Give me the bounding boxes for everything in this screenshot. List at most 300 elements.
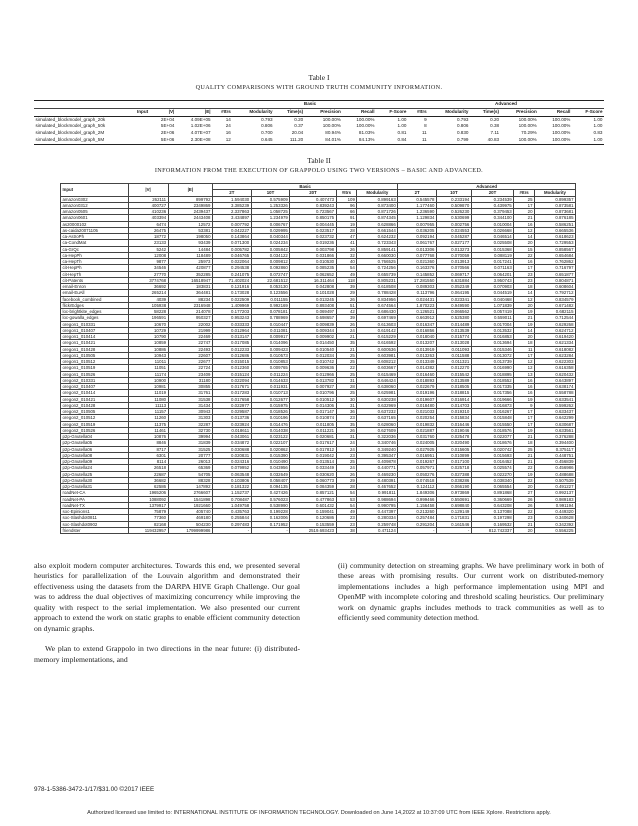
table-cell: 0.181322 (212, 484, 251, 490)
table1-column-header: Precision (305, 108, 343, 116)
table-cell: 0.015834 (436, 415, 471, 421)
table1-column-header: F-Score (376, 108, 408, 116)
table-cell: 109 (336, 196, 357, 202)
table-cell: 0.024553 (436, 227, 471, 233)
table-cell: 0.859141 (357, 246, 398, 252)
table-cell: 119432957 (128, 527, 168, 533)
table-cell: 19 (514, 427, 535, 433)
table-cell: 0.145852 (398, 271, 437, 277)
table-cell: 0.628866 (357, 221, 398, 227)
table-cell: 0.057419 (471, 309, 513, 315)
table2-subcolumn-header: Modularity (535, 190, 576, 196)
table-cell: 0.153559 (290, 521, 336, 527)
table-cell: 0.018895 (471, 371, 513, 377)
table-cell: 0.507539 (535, 477, 576, 483)
table-cell: roadNet-CA (61, 490, 129, 496)
table-cell: 0.012966 (290, 371, 336, 377)
table-cell: 10886 (128, 346, 168, 352)
table-cell: 22724 (168, 365, 212, 371)
table-cell: 0.20 (294, 116, 304, 122)
table-cell: 0.013694 (471, 340, 513, 346)
table-cell: 469180 (168, 515, 212, 521)
table-cell: 0.630238 (357, 396, 398, 402)
table-cell: 0.017100 (436, 459, 471, 465)
table-cell: 88328 (168, 477, 212, 483)
table-cell: 0.020831 (212, 452, 251, 458)
table-cell: 27 (514, 490, 535, 496)
table-cell: 0.089303 (398, 284, 437, 290)
table-cell: 0.018893 (398, 377, 437, 383)
table-cell: 0.015368 (471, 246, 513, 252)
table-cell: 0.014038 (251, 427, 290, 433)
table-cell: 23 (336, 515, 357, 521)
table-cell: 0.031760 (398, 434, 437, 440)
table-cell: 0.024316 (212, 459, 251, 465)
table-cell: 0.159041 (290, 509, 336, 515)
table-cell: 35 (336, 340, 357, 346)
table-cell: 410236 (128, 209, 168, 215)
table-cell: 0.013245 (290, 296, 336, 302)
table-cell: 0.016990 (471, 365, 513, 371)
table-cell: 1.870223 (398, 302, 437, 308)
table-cell: 198050 (168, 234, 212, 240)
table-cell: 0.071300 (212, 240, 251, 246)
table-cell: 0.017335 (471, 384, 513, 390)
table-cell: 0.723343 (357, 240, 398, 246)
table1-title: QUALITY COMPARISONS WITH GROUND TRUTH COMMUNITY INFORMATION. (195, 84, 443, 91)
table-cell: 0.126521 (398, 309, 437, 315)
table-cell: 0.806 (261, 123, 273, 129)
table-cell: ca-GrQc (61, 246, 129, 252)
table-cell: 12008 (128, 252, 168, 258)
left-text-column (34, 561, 300, 665)
table-cell: 0.857121 (290, 490, 336, 496)
table1-column-header: Modularity (232, 108, 274, 116)
table-cell: 0.615229 (357, 334, 398, 340)
table-cell: 0.834579 (535, 296, 576, 302)
table-cell: 0.053130 (251, 284, 290, 290)
table-cell: 400727 (128, 202, 168, 208)
table-cell: 11113 (128, 402, 168, 408)
table-cell: 14 (514, 327, 535, 333)
table1-column-header: Recall (342, 108, 376, 116)
table-cell: roadNet-TX (61, 502, 129, 508)
table-cell: 5E+04 (160, 123, 175, 129)
table-cell: 41 (336, 240, 357, 246)
table-cell: 65369 (168, 465, 212, 471)
table-cell: 0.633541 (535, 396, 576, 402)
table-cell: 0.788428 (357, 290, 398, 296)
table1-column-header: Recall (538, 108, 572, 116)
table-cell: 17 (514, 421, 535, 427)
table-cell: 0.010573 (251, 352, 290, 358)
table-cell: as20000102 (61, 221, 129, 227)
table-cell: 403394 (128, 215, 168, 221)
table-cell: 39 (336, 284, 357, 290)
table2-title: INFORMATION FROM THE EXECUTION OF GRAPPOLO USING TWO VERSIONS – BASIC AND ADVANCED. (154, 167, 484, 174)
table-cell: 25973 (168, 259, 212, 265)
table-cell: 0.012233 (212, 346, 251, 352)
table-cell: 0.015774 (436, 334, 471, 340)
table2-subcolumn-header: 2T (398, 190, 437, 196)
table-cell: 77360 (128, 515, 168, 521)
table-cell: 0.010796 (290, 390, 336, 396)
table-cell: facebook_combined (61, 296, 129, 302)
table-cell: 0.040468 (471, 296, 513, 302)
table-cell: amazon0601 (61, 215, 129, 221)
table2-subcolumn-header: 10T (436, 190, 471, 196)
table2-caption (0, 156, 638, 174)
table-cell: 0.213260 (398, 509, 437, 515)
table-cell: 54 (336, 265, 357, 271)
table-cell: 0.013539 (436, 327, 471, 333)
table-cell: 17 (514, 409, 535, 415)
table-cell: 54 (336, 490, 357, 496)
table-cell: 0.009423 (251, 346, 290, 352)
table-cell: cit-Patents (61, 277, 129, 283)
table-cell: 0.018611 (212, 427, 251, 433)
table-cell: 31839 (168, 440, 212, 446)
table-cell: 0.005782 (212, 246, 251, 252)
table-cell: 2.30E+08 (176, 137, 212, 144)
table-cell: 0.011155 (251, 296, 290, 302)
table-cell: 96 (336, 202, 357, 208)
table-cell: 0.989183 (535, 496, 576, 502)
table-cell: 0.632969 (357, 402, 398, 408)
table-cell: 0.011081 (251, 327, 290, 333)
table-cell: 0.953243 (212, 315, 251, 321)
table-cell: 20 (514, 240, 535, 246)
table-cell: 23133 (128, 240, 168, 246)
table-cell: ca-HepTh (61, 259, 129, 265)
table1-caption (0, 73, 638, 91)
table-cell: 4.07E+07 (190, 130, 211, 136)
table-row (34, 123, 604, 130)
table-cell: 11174 (128, 371, 168, 377)
table-cell: 54705 (168, 471, 212, 477)
table2-subcolumn-header: 20T (471, 190, 513, 196)
table-cell: 100.00% (552, 123, 571, 129)
table-cell: 0.017085 (212, 340, 251, 346)
table-cell: 0.069717 (436, 271, 471, 277)
table-cell: 0.456839 (535, 459, 576, 465)
table-cell: 0.015390 (251, 452, 290, 458)
table-cell: 0.973869 (436, 490, 471, 496)
table-cell: 0.830 (456, 130, 469, 136)
table-cell: 0.259748 (357, 521, 398, 527)
left-paragraph-2: We plan to extend Grappolo in two directions in the near future: (i) distributed-memory implementations, and (34, 644, 300, 664)
table-cell: 0.024005 (398, 440, 437, 446)
table-cell: 0.020681 (290, 434, 336, 440)
table-cell: 0.280334 (357, 515, 398, 521)
table-cell: 1.253326 (251, 202, 290, 208)
table-cell: 0.031866 (290, 252, 336, 258)
table-cell: oregon2_010505 (61, 409, 129, 415)
table-cell: 0.092860 (251, 265, 290, 271)
table-cell: 0.025718 (436, 465, 471, 471)
table-cell: 1.409969 (212, 302, 251, 308)
table-cell: 0.011221 (290, 427, 336, 433)
table-cell: 0.171952 (251, 521, 290, 527)
table-cell: 1.152737 (212, 490, 251, 496)
table-cell: 0.586251 (535, 221, 576, 227)
table-cell: 0.550691 (436, 496, 471, 502)
table-cell: 31 (336, 402, 357, 408)
table-cell: 0.124112 (398, 484, 437, 490)
table-cell: 25 (336, 352, 357, 358)
table-cell: 0.013919 (398, 346, 437, 352)
left-paragraph-1: also exploit modern computer architectures. Towards this end, we presented several heuristics for parallelization of the Louvain algorithm and demonstrated their effectiveness using the datasets from the DARPA HIVE Graph Challenge. Our goal was to address the dual objectives of maximizing concurrency while improving the quality with respect to the serial implementation. We also presented our current approach to extend the work on static graphs to enable efficient community detection on dynamic graphs. (34, 561, 300, 633)
table-cell: 0.027388 (436, 471, 471, 477)
table-cell: 262111 (128, 196, 168, 202)
table-cell: 25 (336, 371, 357, 377)
table-cell: 0.016267 (471, 409, 513, 415)
table-cell: 18 (514, 284, 535, 290)
table-cell: 0.619420 (535, 334, 576, 340)
table-cell: 0.015124 (212, 371, 251, 377)
table-cell: 1.071839 (471, 302, 513, 308)
table-cell: 0.017617 (290, 440, 336, 446)
table-cell: 10943 (128, 352, 168, 358)
table-cell: 0.016856 (398, 327, 437, 333)
table-cell: 26518 (128, 465, 168, 471)
table1-group-row (34, 101, 604, 109)
table-cell: 11 (421, 130, 427, 136)
table-cell: 0.009812 (251, 259, 290, 265)
table-cell: oregon1_010512 (61, 359, 129, 365)
table-cell: 16 (514, 221, 535, 227)
table-cell: 0.019196 (398, 390, 437, 396)
table-cell: oregon1_010505 (61, 352, 129, 358)
table-cell: 0.022064 (212, 259, 251, 265)
table-cell: 0.530699 (436, 215, 471, 221)
table-cell: soc-Slashdot0811 (61, 515, 129, 521)
table-cell: 0.025574 (471, 465, 513, 471)
table-cell: oregon1_010407 (61, 327, 129, 333)
table-cell: 0.079952 (212, 465, 251, 471)
table-cell: 10729 (128, 327, 168, 333)
table-cell: 16 (225, 130, 231, 136)
table-cell: 0.873400 (357, 202, 398, 208)
table-cell: 3.434897 (212, 215, 251, 221)
table1-column-header: Precision (501, 108, 539, 116)
table-cell: cit-HepPh (61, 265, 129, 271)
table-cell: 0.447397 (357, 509, 398, 515)
table-cell: 54 (336, 502, 357, 508)
table-cell: 0.011224 (251, 371, 290, 377)
table-cell: 39994 (168, 434, 212, 440)
table-cell: 0.046765 (212, 252, 251, 258)
table-cell: p2p-Gnutella25 (61, 471, 129, 477)
table-cell: 26 (336, 296, 357, 302)
table-cell: 0.509870 (436, 202, 471, 208)
table-cell: 16 (514, 377, 535, 383)
table-cell: 26 (336, 471, 357, 477)
table-cell: 1.058725 (251, 209, 290, 215)
table-cell: 0.491227 (535, 484, 576, 490)
table-cell: 1.00 (397, 123, 407, 129)
table-cell: 47 (336, 234, 357, 240)
table-cell: 0.729553 (535, 240, 576, 246)
table-cell: 16 (514, 259, 535, 265)
table-cell: 7.11 (490, 130, 500, 136)
table-cell: - (436, 527, 471, 533)
table-cell: 0.020254 (398, 415, 437, 421)
isbn-line: 978-1-5386-3472-1/17/$31.00 ©2017 IEEE (34, 786, 155, 793)
table-cell: 0.012270 (436, 365, 471, 371)
table-cell: 0.029995 (251, 227, 290, 233)
table-cell: 25 (336, 390, 357, 396)
table-cell: 16 (514, 390, 535, 396)
table-cell: 0.671482 (535, 302, 576, 308)
table-cell: 0.078181 (251, 309, 290, 315)
table-cell: 11080 (128, 396, 168, 402)
table-cell: 6301 (128, 452, 168, 458)
table-cell: 0.024234 (251, 240, 290, 246)
table-cell: 0.017283 (212, 390, 251, 396)
table-cell: 58228 (128, 309, 168, 315)
table-cell: 0.006767 (251, 221, 290, 227)
table-cell: 0.525380 (436, 315, 471, 321)
table2-body (61, 196, 576, 534)
table-cell: 0.065554 (471, 484, 513, 490)
table-cell: 0.013263 (398, 352, 437, 358)
table-cell: 0.021033 (398, 409, 437, 415)
table-cell: 0.37 (294, 123, 304, 129)
table-cell: 10670 (128, 321, 168, 327)
table-cell: 0.899357 (535, 196, 576, 202)
table-cell: 0.010874 (290, 415, 336, 421)
table-cell: 12572 (168, 221, 212, 227)
table-cell: 8717 (128, 446, 168, 452)
table-cell: 0.013028 (436, 340, 471, 346)
table1-column-header: #Itrs (212, 108, 232, 116)
table-cell: 0.013306 (398, 246, 437, 252)
table1-column-header: |V| (150, 108, 176, 116)
table-cell: 20 (514, 484, 535, 490)
table-cell: flickrEdges (61, 302, 129, 308)
table-cell: 26 (336, 321, 357, 327)
table-cell: 0.070566 (436, 265, 471, 271)
table-cell: 0.858567 (535, 246, 576, 252)
table-cell: 0.016347 (398, 321, 437, 327)
table-cell: 0.686430 (357, 309, 398, 315)
table-cell: 1.00 (572, 137, 604, 144)
table-cell: 24 (336, 465, 357, 471)
table-cell: 40 (336, 259, 357, 265)
table-cell: 0.624232 (357, 234, 398, 240)
table-cell: 0.011805 (290, 421, 336, 427)
table-cell: 0.637165 (357, 415, 398, 421)
table2-subcolumn-header: 10T (251, 190, 290, 196)
table-row (34, 130, 604, 137)
table-cell: soc-Epinions1 (61, 509, 129, 515)
table-cell: 22 (514, 465, 535, 471)
table-cell: 28 (336, 227, 357, 233)
table-cell: 0.023341 (436, 296, 471, 302)
table-cell: 26 (336, 246, 357, 252)
table2-subcolumn-header: #Itrs (514, 190, 535, 196)
table-cell: 13 (514, 371, 535, 377)
table-cell: 0.010713 (251, 390, 290, 396)
table-cell: 39 (336, 315, 357, 321)
table-cell: 0.004445 (290, 221, 336, 227)
table-cell: 0.630687 (535, 421, 576, 427)
table-cell: 0.016873 (471, 402, 513, 408)
table-cell: oregon2_010407 (61, 384, 129, 390)
table-cell: 0.618082 (535, 346, 576, 352)
table-cell: 0.891868 (471, 490, 513, 496)
table-cell: 0.291204 (398, 521, 437, 527)
table-cell: 0.009765 (251, 365, 290, 371)
table-cell: 0.021360 (398, 259, 437, 265)
table-cell: simulated_blockmodel_graph_50k (35, 123, 106, 129)
table-cell: ca-CondMat (61, 240, 129, 246)
table-cell: p2p-Gnutella30 (61, 477, 129, 483)
table-cell: 0.018526 (251, 409, 290, 415)
table-cell: 0.016951 (398, 452, 437, 458)
table-cell: 20 (514, 302, 535, 308)
table-cell: 0.017004 (471, 321, 513, 327)
table-cell: 1.00 (593, 123, 603, 129)
table-cell: 32730 (168, 427, 212, 433)
table-cell: 23 (336, 521, 357, 527)
table-cell: 0.014450 (290, 340, 336, 346)
table-cell: 1.00 (397, 116, 407, 122)
table-cell: 0.199228 (251, 509, 290, 515)
table-cell: 0.018552 (471, 377, 513, 383)
table-cell: 19 (514, 309, 535, 315)
table-cell: 0.038286 (436, 477, 471, 483)
table-cell: 18 (514, 340, 535, 346)
table-cell: 0.033449 (290, 465, 336, 471)
table-cell: 0.012360 (212, 365, 251, 371)
table-cell: 21 (514, 459, 535, 465)
table-cell: 26475 (128, 227, 168, 233)
table-cell: 0.651877 (535, 271, 576, 277)
table-cell: 100.00% (322, 123, 341, 129)
table-cell: oregon1_010414 (61, 334, 129, 340)
table-cell: 0.899163 (357, 196, 398, 202)
table-cell: 100.00% (552, 130, 571, 136)
table-cell: 0.608604 (535, 284, 576, 290)
table-cell: 0.81 (397, 130, 407, 136)
table-cell: 26 (514, 502, 535, 508)
table-cell: 0.010447 (251, 321, 290, 327)
table-cell: 0.007792 (212, 221, 251, 227)
table-cell: 31761 (168, 390, 212, 396)
table-cell: 0.019832 (398, 421, 437, 427)
table1-body (34, 116, 604, 144)
table-cell: 0.019046 (436, 427, 471, 433)
table-cell: 0.234539 (471, 196, 513, 202)
table-cell: 2E+04 (160, 116, 175, 122)
table-cell: simulated_blockmodel_graph_5M (34, 137, 150, 144)
table-cell: 0.376288 (535, 434, 576, 440)
table-cell: 18772 (128, 234, 168, 240)
table-cell: 24 (225, 123, 231, 129)
table-cell: 1.00 (593, 116, 603, 122)
table-cell: 21 (514, 434, 535, 440)
table-cell: 0.171831 (436, 515, 471, 521)
table-cell: 0.027925 (398, 446, 437, 452)
table-cell: 0.003798 (290, 246, 336, 252)
table-cell: 0.638060 (357, 384, 398, 390)
table-cell: 0.038340 (471, 477, 513, 483)
table-cell: 0.034122 (251, 252, 290, 258)
table-cell: 1.129834 (398, 215, 437, 221)
table-cell: 0.121916 (212, 284, 251, 290)
